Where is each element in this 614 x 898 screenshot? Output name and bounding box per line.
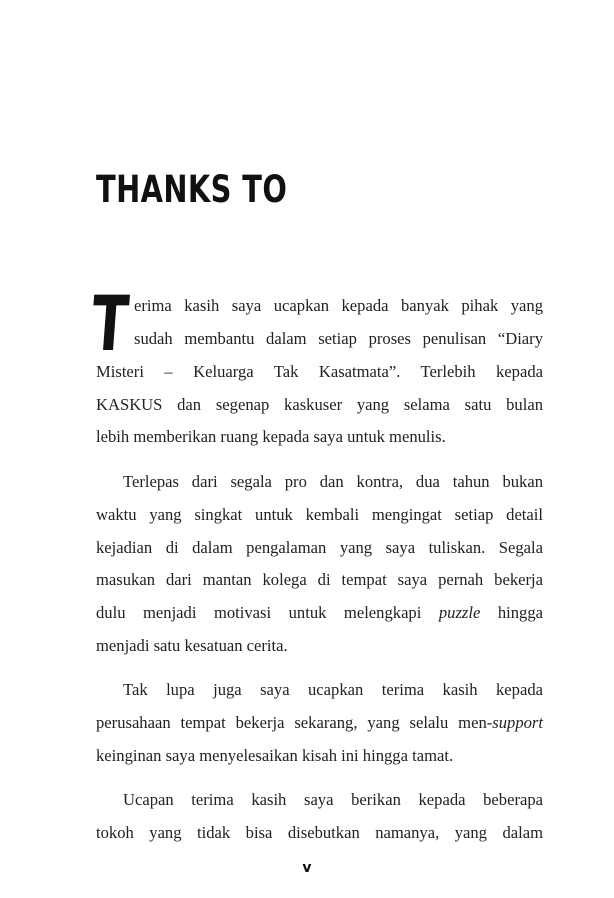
paragraph-line: KASKUS dan segenap kaskuser yang selama satu bulan (96, 394, 543, 414)
paragraph-4 (96, 784, 543, 849)
chapter-title: THANKS TO (96, 168, 288, 211)
paragraph-line: menjadi satu kesatuan cerita. (96, 635, 288, 655)
paragraph-line: sudah membantu dalam setiap proses penulisan “Diary (134, 328, 543, 348)
paragraph-line: waktu yang singkat untuk kembali mengingat setiap detail (96, 504, 543, 524)
body-text (88, 279, 543, 862)
paragraph-1 (88, 279, 543, 454)
paragraph-2 (96, 466, 543, 662)
paragraph-line (96, 707, 543, 740)
text-run: hingga (480, 602, 543, 622)
paragraph-line: masukan dari mantan kolega di tempat saya pernah bekerja (96, 570, 543, 590)
paragraph-3 (96, 674, 543, 772)
page-number: v (302, 860, 312, 876)
paragraph-line: keinginan saya menyelesaikan kisah ini hingga tamat. (96, 745, 454, 765)
italic-word: support (492, 713, 543, 733)
paragraph-line: Misteri – Keluarga Tak Kasatmata”. Terlebih kepada (96, 362, 543, 381)
drop-cap: T (88, 279, 132, 368)
italic-word: puzzle (438, 602, 481, 622)
text-run: perusahaan tempat bekerja sekarang, yang selalu men- (96, 713, 493, 733)
paragraph-line: Ucapan terima kasih saya berikan kepada beberapa (123, 790, 543, 810)
paragraph-line: Terlepas dari segala pro dan kontra, dua tahun bukan (123, 472, 543, 492)
paragraph-line (96, 597, 543, 630)
paragraph-line: Tak lupa juga saya ucapkan terima kasih kepada (123, 680, 543, 700)
paragraph-line: lebih memberikan ruang kepada saya untuk menulis. (96, 427, 446, 447)
paragraph-line: kejadian di dalam pengalaman yang saya tuliskan. Segala (96, 537, 543, 557)
paragraph-line: tokoh yang tidak bisa disebutkan namanya, yang dalam (96, 823, 543, 843)
text-run: dulu menjadi motivasi untuk melengkapi (96, 602, 439, 622)
paragraph-line: erima kasih saya ucapkan kepada banyak pihak yang (134, 296, 543, 315)
